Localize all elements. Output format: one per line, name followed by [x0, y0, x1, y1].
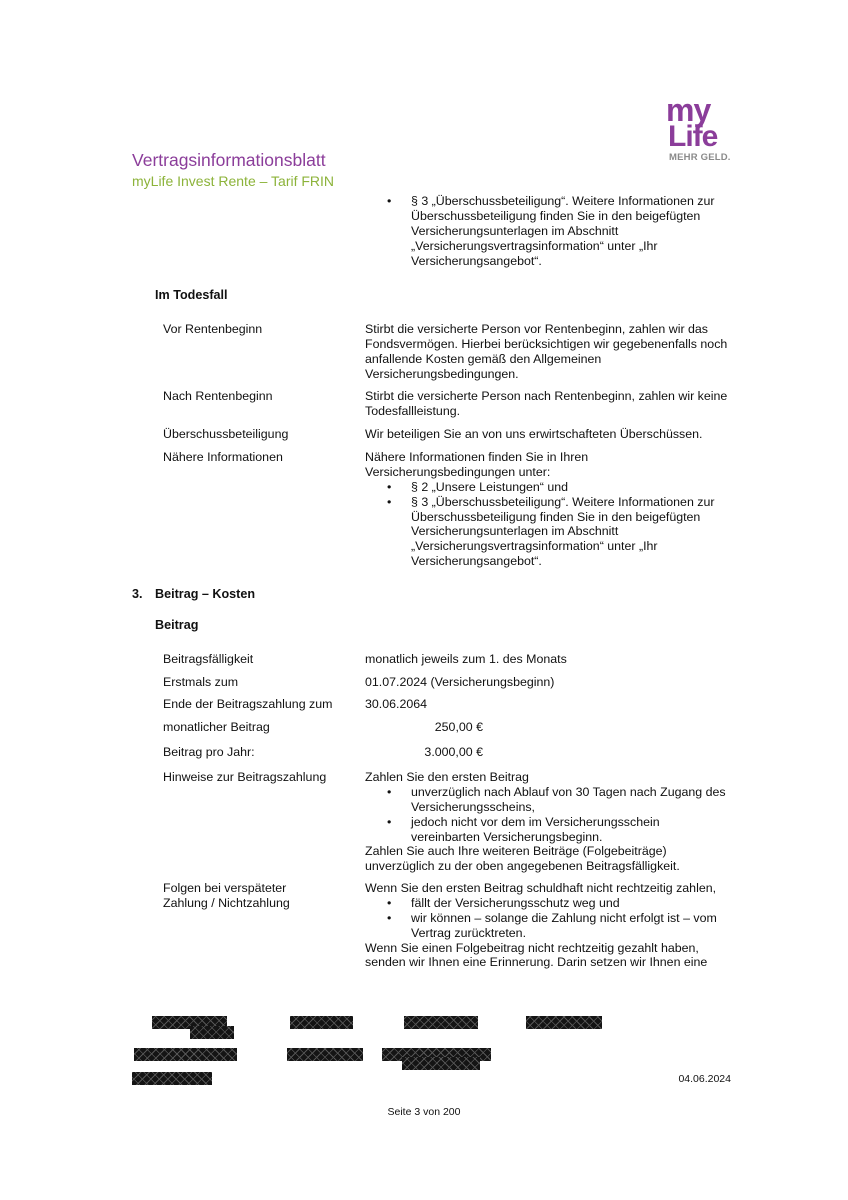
- naehere-informationen-bullet: • § 2 „Unsere Leistungen“ und: [365, 480, 730, 495]
- footer-date: 04.06.2024: [678, 1073, 731, 1085]
- naehere-informationen-bullet: • § 3 „Überschussbeteiligung“. Weitere Informationen zur Überschussbeteiligung finden Sie in den beigefügten Versicherungsunterlagen im Abschnitt „Versicherungsvertragsinformation“ unter „Ihr Versicherungsangebot“.: [365, 495, 730, 569]
- logo-tagline: MEHR GELD.: [669, 152, 731, 163]
- label-beitragsfaelligkeit: Beitragsfälligkeit: [163, 652, 254, 666]
- label-folgen: [163, 881, 290, 911]
- folgen-bullet: • fällt der Versicherungsschutz weg und: [365, 896, 730, 911]
- redacted-block: [290, 1016, 353, 1029]
- label-monatlicher-beitrag: monatlicher Beitrag: [163, 720, 270, 734]
- value-vor-rentenbeginn: Stirbt die versicherte Person vor Rentenbeginn, zahlen wir das Fondsvermögen. Hierbei berücksichtigen wir gegebenenfalls noch anfallende Kosten gemäß den Allgemeinen Versicherungsbedingungen.: [365, 322, 728, 381]
- heading-todesfall: Im Todesfall: [155, 288, 228, 302]
- document-subtitle: myLife Invest Rente – Tarif FRIN: [132, 173, 335, 189]
- redacted-block: [526, 1016, 602, 1029]
- value-ende-beitragszahlung: 30.06.2064: [365, 697, 428, 711]
- hinweise-bullet: • jedoch nicht vor dem im Versicherungsschein vereinbarten Versicherungsbeginn.: [365, 815, 730, 845]
- label-hinweise-beitragszahlung: Hinweise zur Beitragszahlung: [163, 770, 327, 784]
- label-erstmals-zum: Erstmals zum: [163, 675, 239, 689]
- subheading-beitrag: Beitrag: [155, 618, 199, 632]
- redacted-block: [402, 1057, 480, 1070]
- redacted-block: [134, 1048, 237, 1061]
- value-beitrag-pro-jahr: 3.000,00 €: [424, 745, 483, 759]
- naehere-informationen-intro: Nähere Informationen finden Sie in Ihren Versicherungsbedingungen unter:: [365, 450, 589, 479]
- continued-bullet-block: [387, 194, 732, 268]
- value-ueberschussbeteiligung: Wir beteiligen Sie an von uns erwirtschafteten Überschüssen.: [365, 427, 703, 441]
- label-ende-beitragszahlung: Ende der Beitragszahlung zum: [163, 697, 333, 711]
- section-number: 3.: [132, 587, 143, 601]
- value-erstmals-zum: 01.07.2024 (Versicherungsbeginn): [365, 675, 555, 689]
- label-folgen-line1: Folgen bei verspäteter: [163, 881, 287, 895]
- label-ueberschussbeteiligung: Überschussbeteiligung: [163, 427, 289, 441]
- hinweise-outro: Zahlen Sie auch Ihre weiteren Beiträge (Folgebeiträge) unverzüglich zu der oben angegebenen Beitragsfälligkeit.: [365, 844, 680, 874]
- page-number: Seite 3 von 200: [387, 1106, 461, 1118]
- logo-my: my: [666, 92, 711, 128]
- label-folgen-line2: Zahlung / Nichtzahlung: [163, 895, 290, 910]
- redacted-block: [132, 1072, 212, 1085]
- folgen-bullet: • wir können – solange die Zahlung nicht erfolgt ist – vom Vertrag zurücktreten.: [365, 911, 730, 941]
- folgen-intro: Wenn Sie den ersten Beitrag schuldhaft nicht rechtzeitig zahlen,: [365, 881, 717, 895]
- continued-bullet: • § 3 „Überschussbeteiligung“. Weitere Informationen zur Überschussbeteiligung finden Sie in den beigefügten Versicherungsunterlagen im Abschnitt „Versicherungsvertragsinformation“ unter „Ihr Versicherungsangebot“.: [387, 194, 732, 268]
- hinweise-bullet: • unverzüglich nach Ablauf von 30 Tagen nach Zugang des Versicherungsscheins,: [365, 785, 730, 815]
- value-folgen: [365, 881, 730, 970]
- logo-life: Life: [668, 120, 718, 153]
- value-monatlicher-beitrag: 250,00 €: [434, 720, 483, 734]
- value-hinweise-beitragszahlung: [365, 770, 730, 874]
- value-naehere-informationen: [365, 450, 730, 569]
- folgen-outro: Wenn Sie einen Folgebeitrag nicht rechtzeitig gezahlt haben, senden wir Ihnen eine Erinnerung. Darin setzen wir Ihnen eine: [365, 940, 708, 970]
- label-vor-rentenbeginn: Vor Rentenbeginn: [163, 322, 263, 336]
- document-title: Vertragsinformationsblatt: [132, 150, 326, 170]
- redacted-block: [404, 1016, 478, 1029]
- value-nach-rentenbeginn: Stirbt die versicherte Person nach Rentenbeginn, zahlen wir keine Todesfallleistung.: [365, 389, 728, 418]
- redacted-block: [287, 1048, 363, 1061]
- label-nach-rentenbeginn: Nach Rentenbeginn: [163, 389, 273, 403]
- section-heading: Beitrag – Kosten: [155, 587, 256, 601]
- label-beitrag-pro-jahr: Beitrag pro Jahr:: [163, 745, 255, 759]
- hinweise-intro: Zahlen Sie den ersten Beitrag: [365, 770, 529, 784]
- label-naehere-informationen: Nähere Informationen: [163, 450, 283, 464]
- redacted-block: [190, 1026, 234, 1039]
- value-beitragsfaelligkeit: monatlich jeweils zum 1. des Monats: [365, 652, 567, 666]
